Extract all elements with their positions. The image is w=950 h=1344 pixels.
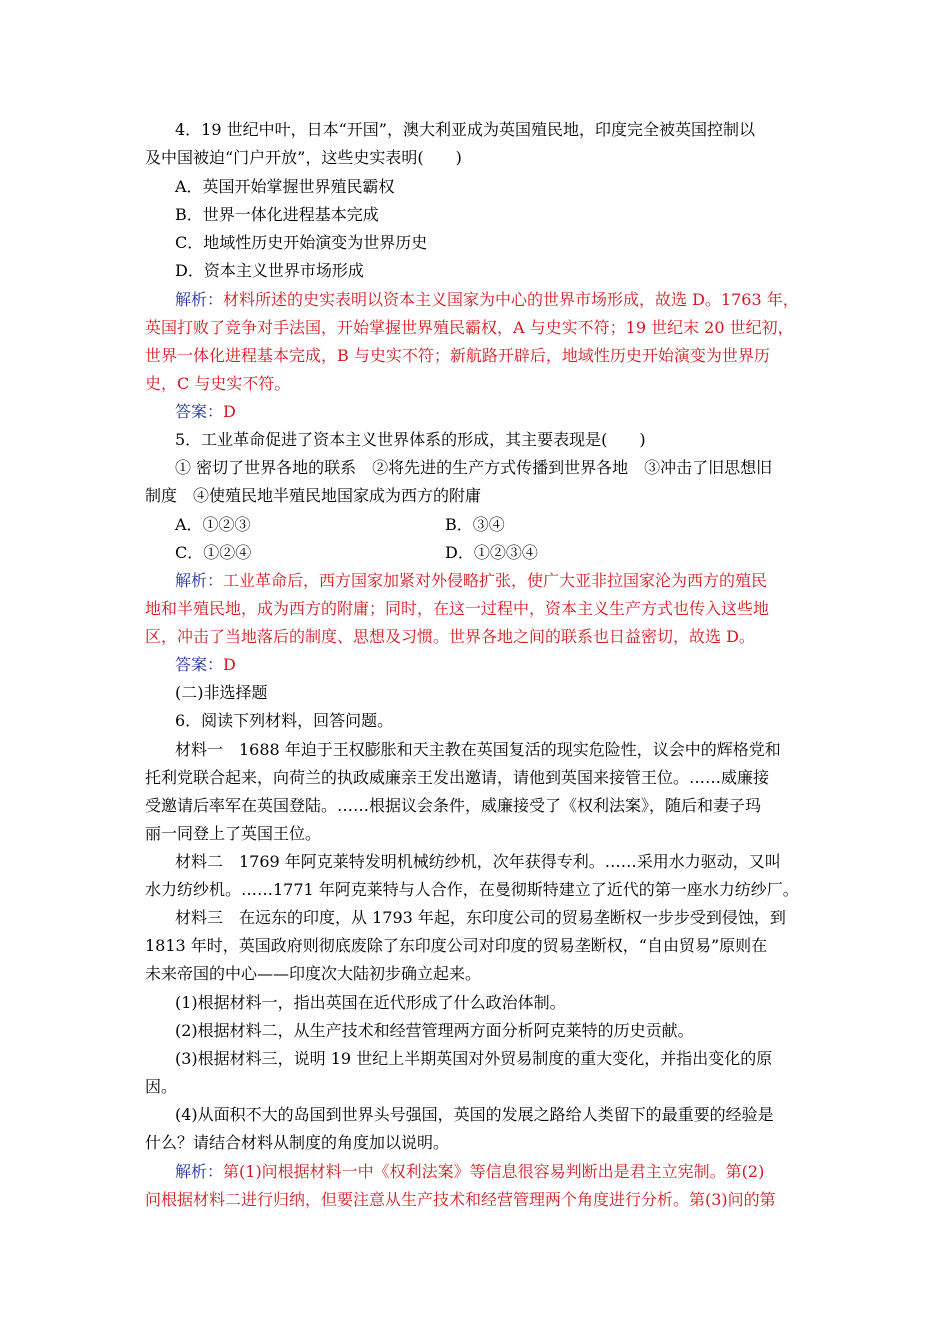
answer-value: D (223, 402, 236, 421)
q6-material-1-line-1: 材料一 1688 年迫于王权膨胀和天主教在英国复活的现实危险性，议会中的辉格党和 (175, 740, 781, 759)
q6-material-2-line-1: 材料二 1769 年阿克莱特发明机械纺纱机，次年获得专利。……采用水力驱动，又叫 (175, 852, 781, 871)
q6-question-4-line-1: (4)从面积不大的岛国到世界头号强国，英国的发展之路给人类留下的最重要的经验是 (175, 1105, 774, 1124)
q4-answer (175, 402, 810, 422)
q4-analysis-line-2: 英国打败了竞争对手法国，开始掌握世界殖民霸权，A 与史实不符；19 世纪末 20 世纪初， (145, 318, 794, 337)
q6-material-3-line-3: 未来帝国的中心——印度次大陆初步确立起来。 (145, 964, 482, 983)
q4-option-c: C．地域性历史开始演变为世界历史 (175, 233, 428, 252)
analysis-text: 材料所述的史实表明以资本主义国家为中心的世界市场形成，故选 D。1763 年， (223, 290, 799, 309)
q5-analysis-line-1 (175, 571, 810, 591)
analysis-label: 解析： (175, 290, 224, 309)
q6-material-1-line-2: 托利党联合起来，向荷兰的执政威廉亲王发出邀请，请他到英国来接管王位。……威廉接 (145, 768, 770, 787)
q6-question-3-line-2: 因。 (145, 1077, 178, 1096)
q4-analysis-line-4: 史，C 与史实不符。 (145, 374, 291, 393)
q5-options-row-1 (175, 515, 810, 535)
q6-material-1-line-4: 丽一同登上了英国王位。 (145, 824, 322, 843)
q6-question-1: (1)根据材料一，指出英国在近代形成了什么政治体制。 (175, 993, 566, 1012)
q6-question-3-line-1: (3)根据材料三，说明 19 世纪上半期英国对外贸易制度的重大变化，并指出变化的原 (175, 1049, 773, 1068)
analysis-label: 解析： (175, 1162, 224, 1181)
q5-items-line-1: ① 密切了世界各地的联系 ②将先进的生产方式传播到世界各地 ③冲击了旧思想旧 (175, 458, 773, 477)
analysis-text: 工业革命后，西方国家加紧对外侵略扩张，使广大亚非拉国家沦为西方的殖民 (223, 571, 768, 590)
q5-option-a: A．①②③ (175, 515, 251, 534)
q5-analysis-line-2: 地和半殖民地，成为西方的附庸；同时，在这一过程中，资本主义生产方式也传入这些地 (145, 599, 770, 618)
q4-analysis-line-1 (175, 290, 810, 310)
q6-analysis-line-2: 问根据材料二进行归纳，但要注意从生产技术和经营管理两个角度进行分析。第(3)问的第 (145, 1190, 776, 1209)
q6-material-1-line-3: 受邀请后率军在英国登陆。……根据议会条件，威廉接受了《权利法案》，随后和妻子玛 (145, 796, 762, 815)
q5-option-b: B．③④ (445, 515, 505, 534)
q6-material-3-line-2: 1813 年时，英国政府则彻底废除了东印度公司对印度的贸易垄断权，“自由贸易”原则在 (145, 936, 768, 955)
analysis-text: 第(1)问根据材料一中《权利法案》等信息很容易判断出是君主立宪制。第(2) (223, 1162, 765, 1181)
q4-stem-line-2: 及中国被迫“门户开放”，这些史实表明( ) (145, 148, 462, 167)
q4-option-b: B．世界一体化进程基本完成 (175, 205, 379, 224)
q6-material-2-line-2: 水力纺纱机。……1771 年阿克莱特与人合作，在曼彻斯特建立了近代的第一座水力纺纱厂。 (145, 880, 799, 899)
q6-stem: 6．阅读下列材料，回答问题。 (175, 711, 394, 730)
answer-label: 答案： (175, 655, 224, 674)
section-title: (二)非选择题 (175, 683, 268, 702)
q6-question-4-line-2: 什么？请结合材料从制度的角度加以说明。 (145, 1133, 450, 1152)
analysis-label: 解析： (175, 571, 224, 590)
q4-stem-line-1: 4．19 世纪中叶，日本“开国”，澳大利亚成为英国殖民地，印度完全被英国控制以 (175, 120, 755, 139)
answer-value: D (223, 655, 236, 674)
q4-option-d: D．资本主义世界市场形成 (175, 261, 364, 280)
answer-label: 答案： (175, 402, 224, 421)
q5-options-row-2 (175, 543, 810, 563)
q6-material-3-line-1: 材料三 在远东的印度，从 1793 年起，东印度公司的贸易垄断权一步步受到侵蚀，到 (175, 908, 786, 927)
q5-analysis-line-3: 区，冲击了当地落后的制度、思想及习惯。世界各地之间的联系也日益密切，故选 D。 (145, 627, 755, 646)
q6-question-2: (2)根据材料二，从生产技术和经营管理两方面分析阿克莱特的历史贡献。 (175, 1021, 694, 1040)
q5-items-line-2: 制度 ④使殖民地半殖民地国家成为西方的附庸 (145, 486, 482, 505)
q5-answer (175, 655, 810, 675)
q4-option-a: A．英国开始掌握世界殖民霸权 (175, 177, 395, 196)
q6-analysis-line-1 (175, 1162, 810, 1182)
q5-option-d: D．①②③④ (445, 543, 538, 562)
q5-stem: 5．工业革命促进了资本主义世界体系的形成，其主要表现是( ) (175, 430, 646, 449)
q5-option-c: C．①②④ (175, 543, 252, 562)
q4-analysis-line-3: 世界一体化进程基本完成，B 与史实不符；新航路开辟后，地域性历史开始演变为世界历 (145, 346, 770, 365)
